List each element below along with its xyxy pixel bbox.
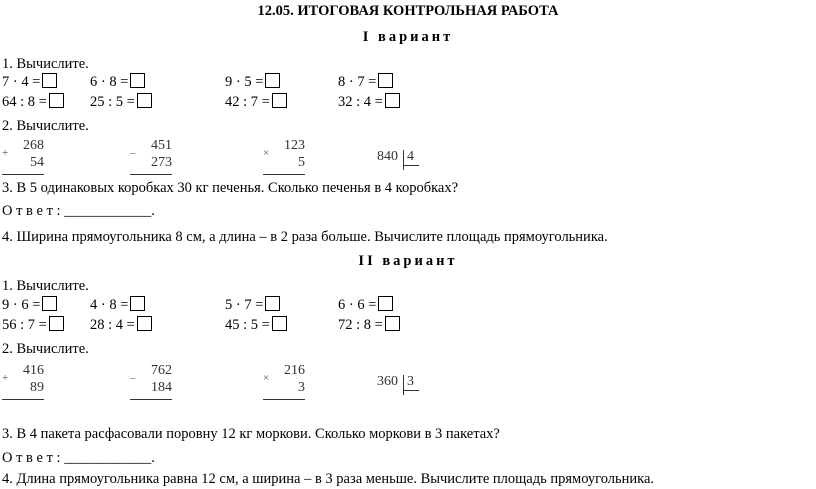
column-mul — [263, 362, 323, 402]
answer-blank[interactable]: ____________. — [64, 450, 155, 466]
answer-box[interactable] — [137, 316, 152, 331]
division-corner — [377, 149, 437, 179]
answer-box[interactable] — [137, 93, 152, 108]
answer-box[interactable] — [265, 296, 280, 311]
operand-top: 123 — [284, 138, 305, 153]
answer-box[interactable] — [49, 93, 64, 108]
task-1-label: 1. Вычислите. — [2, 56, 89, 72]
expression: 42 : 7 = — [225, 94, 270, 110]
answer-box[interactable] — [385, 316, 400, 331]
answer-box[interactable] — [130, 296, 145, 311]
answer-label: О т в е т : — [2, 450, 61, 466]
answer-box[interactable] — [42, 296, 57, 311]
exercise — [2, 73, 57, 90]
answer-box[interactable] — [265, 73, 280, 88]
answer-box[interactable] — [272, 93, 287, 108]
operand-top: 268 — [23, 138, 44, 153]
task-2-label: 2. Вычислите. — [2, 341, 89, 357]
answer-box[interactable] — [378, 296, 393, 311]
result-line — [263, 399, 305, 400]
operand-bottom: 5 — [298, 155, 305, 170]
expression: 8 · 7 = — [338, 74, 377, 90]
operator-sign: + — [2, 372, 9, 384]
operand-top: 762 — [151, 363, 172, 378]
operand-bottom: 54 — [30, 155, 44, 170]
division-horizontal-line — [403, 390, 419, 391]
expression: 6 · 8 = — [90, 74, 129, 90]
exercise — [338, 73, 393, 90]
answer-box[interactable] — [385, 93, 400, 108]
exercise — [225, 316, 287, 333]
exercise — [2, 296, 57, 313]
result-line — [263, 174, 305, 175]
answer-label: О т в е т : — [2, 203, 61, 219]
expression: 64 : 8 = — [2, 94, 47, 110]
operand-top: 416 — [23, 363, 44, 378]
variant-heading: II вариант — [358, 253, 458, 269]
result-line — [130, 174, 172, 175]
answer-line — [2, 450, 155, 466]
answer-box[interactable] — [378, 73, 393, 88]
exercise — [225, 93, 287, 110]
operator-sign: × — [263, 147, 270, 159]
operand-bottom: 184 — [151, 380, 172, 395]
expression: 5 · 7 = — [225, 297, 264, 313]
answer-box[interactable] — [130, 73, 145, 88]
task-4-text: 4. Длина прямоугольника равна 12 см, а ширина – в 3 раза меньше. Вычислите площадь прямоугольника. — [2, 471, 655, 487]
exercise — [90, 73, 145, 90]
expression: 56 : 7 = — [2, 317, 47, 333]
exercise — [2, 316, 64, 333]
expression: 6 · 6 = — [338, 297, 377, 313]
result-line — [130, 399, 172, 400]
task-4-text: 4. Ширина прямоугольника 8 см, а длина – в 2 раза больше. Вычислите площадь прямоугольника. — [2, 229, 608, 245]
result-line — [2, 399, 44, 400]
operator-sign: + — [2, 147, 9, 159]
divisor: 3 — [407, 374, 414, 389]
task-1-label: 1. Вычислите. — [2, 278, 89, 294]
divisor: 4 — [407, 149, 414, 164]
dividend: 840 — [377, 149, 398, 164]
operand-bottom: 273 — [151, 155, 172, 170]
column-sub — [130, 362, 190, 402]
operand-top: 451 — [151, 138, 172, 153]
column-add — [2, 137, 62, 177]
exercise — [225, 73, 280, 90]
exercise — [90, 93, 152, 110]
expression: 4 · 8 = — [90, 297, 129, 313]
operator-sign: – — [130, 147, 136, 159]
exercise — [90, 296, 145, 313]
page-title: 12.05. ИТОГОВАЯ КОНТРОЛЬНАЯ РАБОТА — [257, 3, 559, 19]
task-3-text: 3. В 4 пакета расфасовали поровну 12 кг моркови. Сколько моркови в 3 пакетах? — [2, 426, 500, 442]
expression: 72 : 8 = — [338, 317, 383, 333]
answer-line — [2, 203, 155, 219]
exercise — [2, 93, 64, 110]
variant-heading: I вариант — [362, 29, 454, 45]
exercise — [338, 93, 400, 110]
column-mul — [263, 137, 323, 177]
operator-sign: × — [263, 372, 270, 384]
division-vertical-line — [403, 375, 404, 395]
answer-box[interactable] — [42, 73, 57, 88]
expression: 25 : 5 = — [90, 94, 135, 110]
dividend: 360 — [377, 374, 398, 389]
division-corner — [377, 374, 437, 404]
task-2-label: 2. Вычислите. — [2, 118, 89, 134]
expression: 45 : 5 = — [225, 317, 270, 333]
answer-box[interactable] — [272, 316, 287, 331]
column-sub — [130, 137, 190, 177]
result-line — [2, 174, 44, 175]
expression: 9 · 6 = — [2, 297, 41, 313]
operand-top: 216 — [284, 363, 305, 378]
expression: 7 · 4 = — [2, 74, 41, 90]
column-add — [2, 362, 62, 402]
answer-box[interactable] — [49, 316, 64, 331]
exercise — [338, 316, 400, 333]
division-vertical-line — [403, 150, 404, 170]
exercise — [225, 296, 280, 313]
operator-sign: – — [130, 372, 136, 384]
answer-blank[interactable]: ____________. — [64, 203, 155, 219]
expression: 32 : 4 = — [338, 94, 383, 110]
division-horizontal-line — [403, 165, 419, 166]
operand-bottom: 3 — [298, 380, 305, 395]
expression: 28 : 4 = — [90, 317, 135, 333]
exercise — [338, 296, 393, 313]
operand-bottom: 89 — [30, 380, 44, 395]
exercise — [90, 316, 152, 333]
expression: 9 · 5 = — [225, 74, 264, 90]
task-3-text: 3. В 5 одинаковых коробках 30 кг печенья. Сколько печенья в 4 коробках? — [2, 180, 459, 196]
